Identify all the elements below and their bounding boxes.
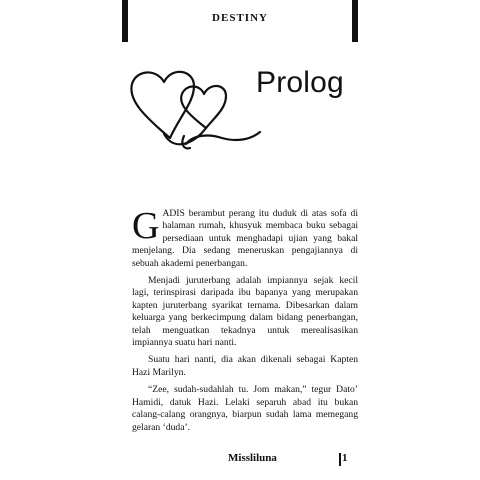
footer-author: Missliluna — [228, 452, 277, 464]
double-hearts-icon — [124, 64, 264, 154]
footer-divider — [339, 453, 341, 466]
paragraph-3: Suatu hari nanti, dia akan dikenali sebagai Kapten Hazi Marilyn. — [132, 354, 358, 378]
drop-cap: G — [132, 205, 160, 247]
paragraph-1 — [132, 205, 358, 270]
paragraph-4: “Zee, sudah-sudahlah tu. Jom makan,” tegur Dato’ Hamidi, datuk Hazi. Lelaki separuh abad itu bukan calang-calang orangnya, biarpun sudah lama memegang gelaran ‘duda’. — [132, 384, 358, 433]
page-number: 1 — [342, 452, 348, 464]
running-header-title: DESTINY — [212, 12, 268, 24]
chapter-title: Prolog — [256, 66, 344, 99]
body-text — [132, 205, 358, 439]
paragraph-1-text: ADIS berambut perang itu duduk di atas sofa di halaman rumah, khusyuk membaca buku sebagai persediaan untuk menghadapi ujian yang bakal menjelang. Dia sedang meneruskan pengajiannya di sebuah akademi penerbangan. — [132, 208, 358, 269]
paragraph-2: Menjadi juruterbang adalah impiannya sejak kecil lagi, terinspirasi daripada ibu bapanya yang merupakan kapten juruterbang syarikat ternama. Dibesarkan dalam keluarga yang berkecimpung dalam bidang penerbangan, telah menguatkan tekadnya untuk merealisasikan impiannya suatu hari nanti. — [132, 275, 358, 349]
header-rule-right — [352, 0, 358, 42]
